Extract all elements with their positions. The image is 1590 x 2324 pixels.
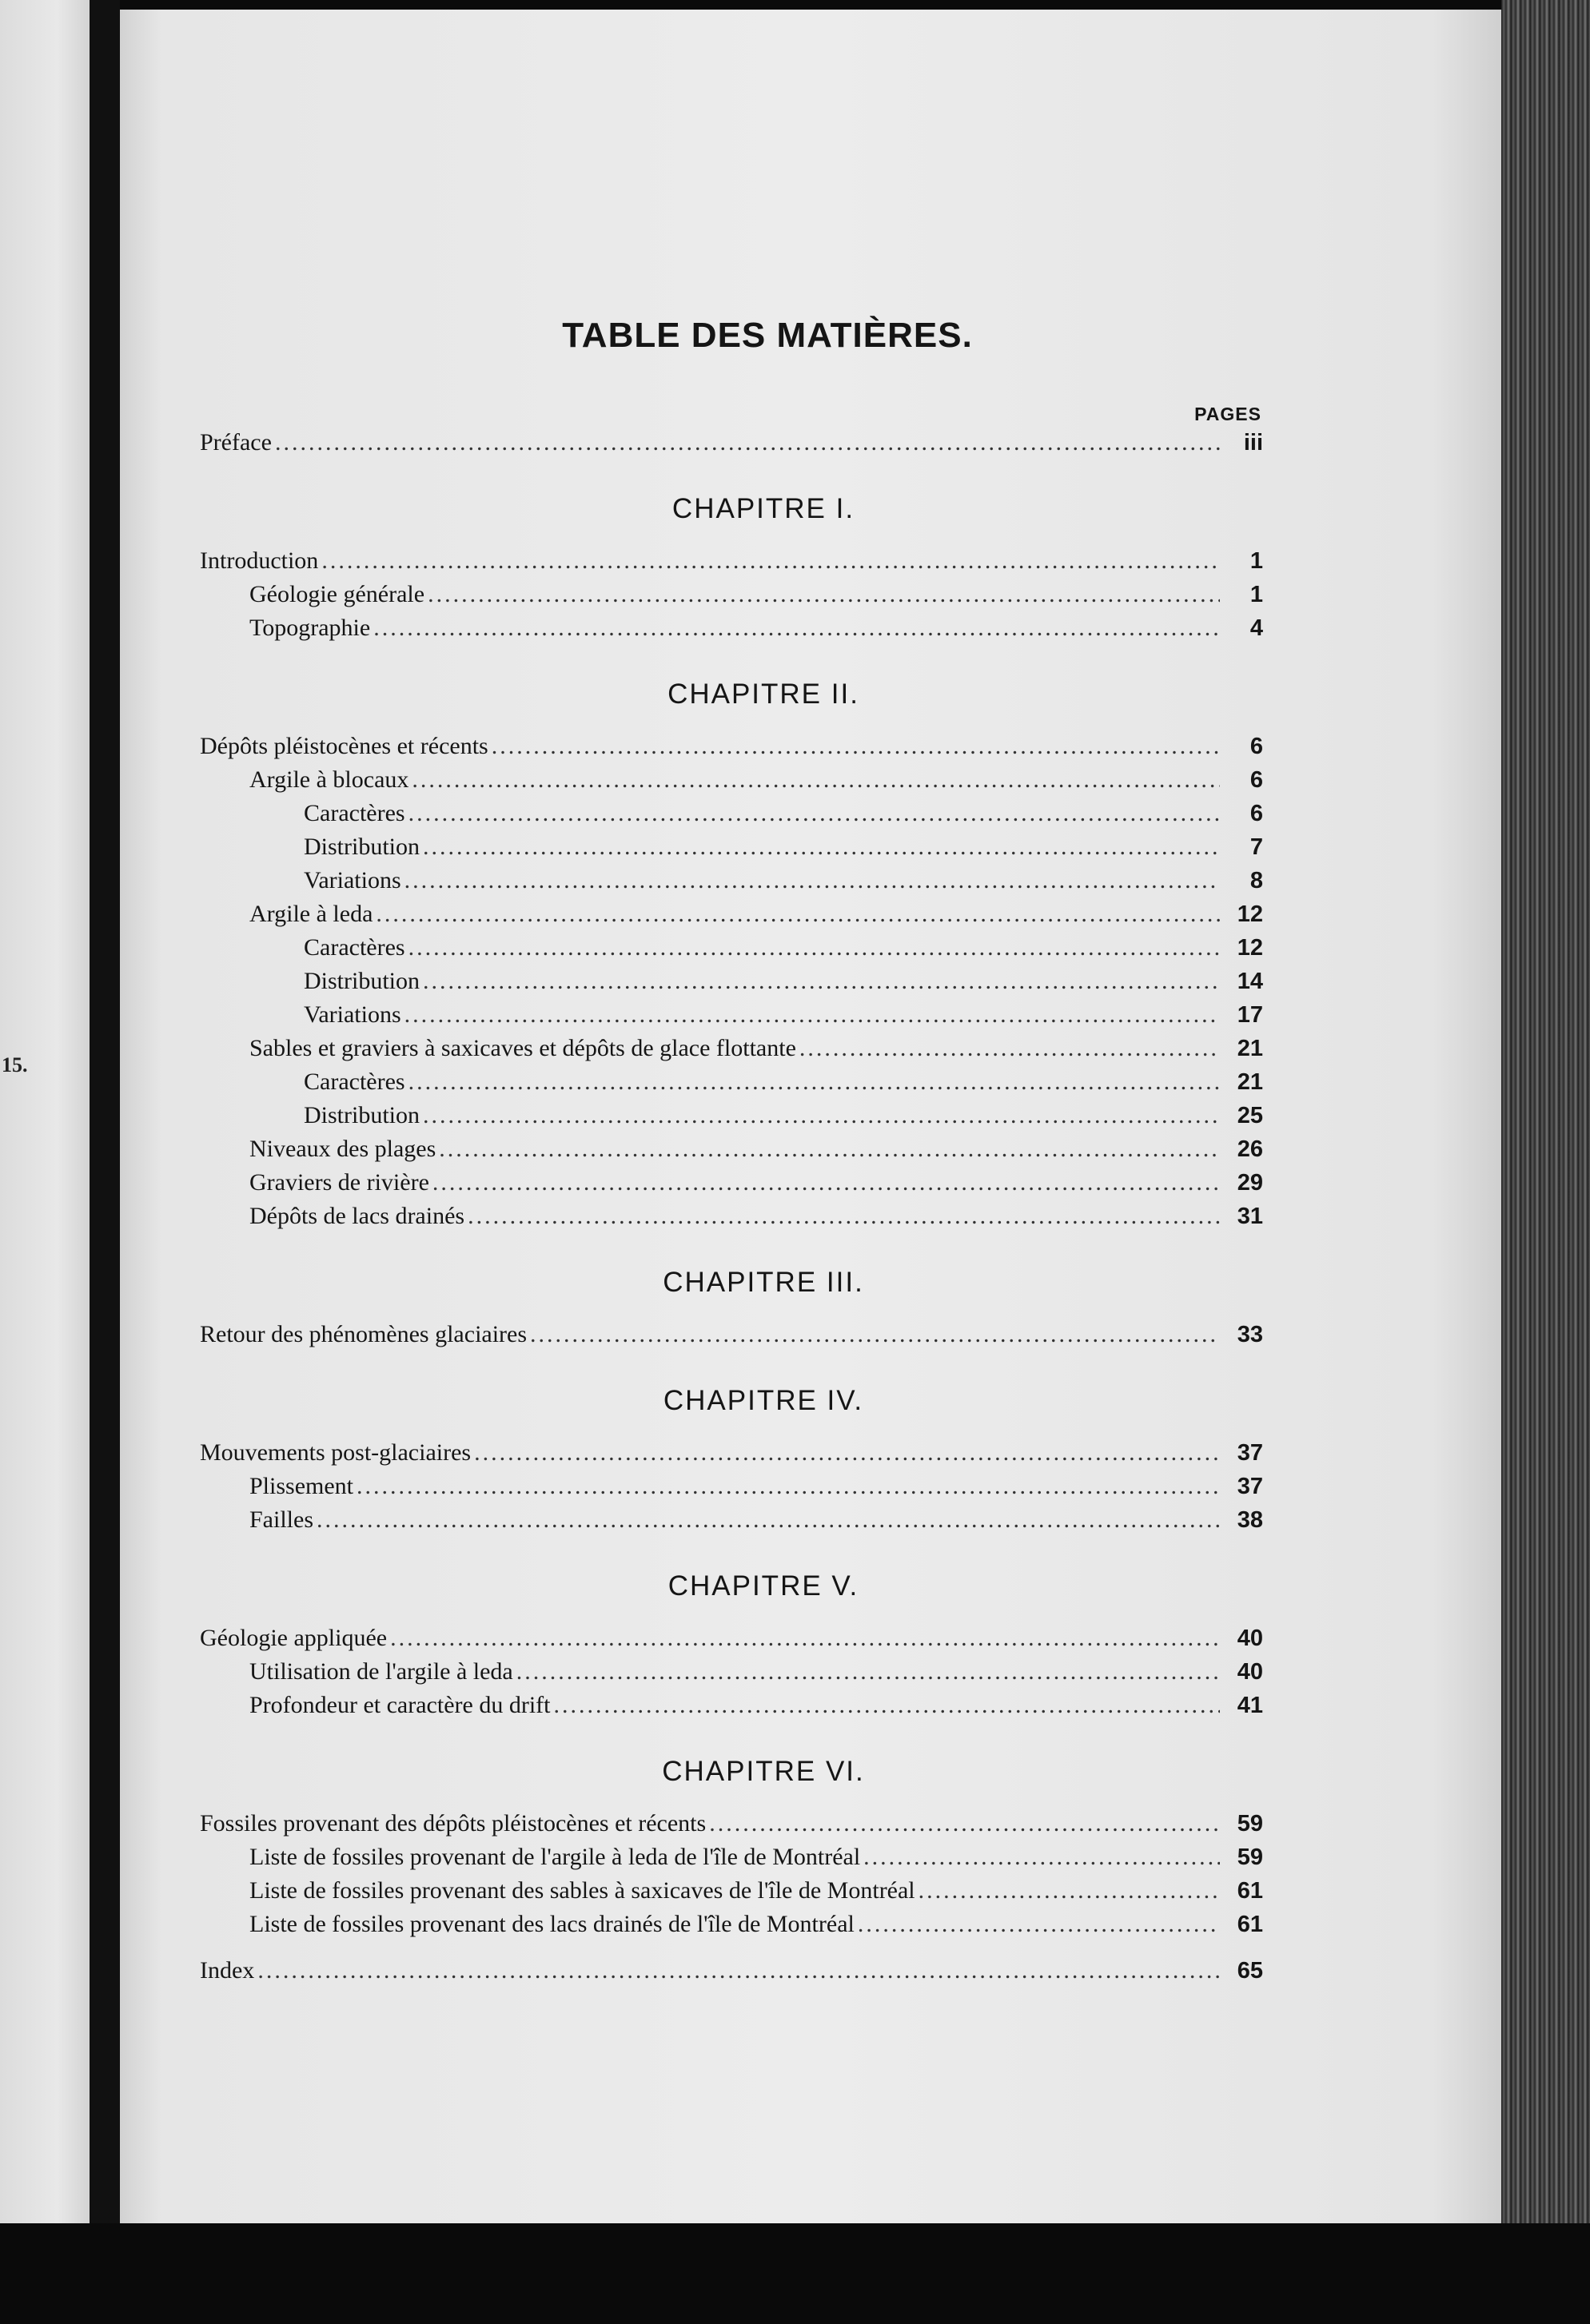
table-of-contents (200, 316, 1263, 1988)
toc-entry-page: 21 (1237, 1036, 1263, 1061)
toc-entry-page: 38 (1237, 1507, 1263, 1533)
toc-entry-label: Index (200, 1957, 255, 1984)
toc-title: TABLE DES MATIÈRES. (562, 316, 973, 355)
dot-leader (530, 1318, 1220, 1351)
toc-entry-page: 26 (1237, 1136, 1263, 1162)
toc-entry-page: 41 (1237, 1693, 1263, 1718)
toc-entry-label: Retour des phénomènes glaciaires (200, 1321, 528, 1347)
toc-entry-label: Mouvements post-glaciaires (200, 1439, 472, 1466)
toc-entry-page: 37 (1237, 1440, 1263, 1466)
book-binding-shadow (90, 0, 120, 2230)
dot-leader (492, 730, 1220, 762)
toc-entry-page: 40 (1237, 1626, 1263, 1651)
toc-entry[interactable] (200, 1807, 1263, 1840)
toc-entry[interactable] (200, 1874, 1263, 1908)
chapters-list (200, 493, 1263, 1941)
dot-leader (428, 578, 1220, 611)
chapter-heading: CHAPITRE IV. (663, 1385, 864, 1416)
toc-entry-label: Distribution (304, 834, 420, 860)
toc-entry[interactable] (200, 864, 1263, 897)
toc-entry-page: 37 (1237, 1474, 1263, 1499)
toc-entry-page: 40 (1237, 1659, 1263, 1685)
toc-entry[interactable] (200, 1503, 1263, 1537)
toc-entry-page: 4 (1249, 615, 1263, 641)
chapter-heading: CHAPITRE III. (663, 1267, 864, 1298)
dot-leader (373, 611, 1220, 644)
dot-leader (376, 897, 1220, 930)
toc-entry[interactable] (200, 578, 1263, 611)
toc-entry-page: 61 (1237, 1912, 1263, 1937)
toc-entry-page: 1 (1249, 548, 1263, 574)
dot-leader (863, 1840, 1220, 1873)
dot-leader (257, 1954, 1220, 1987)
dot-leader (408, 797, 1220, 830)
toc-entry[interactable] (200, 1655, 1263, 1689)
toc-entry-page: 59 (1237, 1811, 1263, 1837)
dot-leader (799, 1032, 1220, 1065)
toc-entry[interactable] (200, 544, 1263, 578)
dot-leader (357, 1470, 1220, 1502)
toc-entry[interactable] (200, 1436, 1263, 1470)
scan-bottom-border (0, 2223, 1590, 2324)
toc-entry-label: Niveaux des plages (249, 1136, 436, 1162)
toc-entry-label: Distribution (304, 968, 420, 994)
toc-entry[interactable] (200, 1840, 1263, 1874)
toc-entry-page: 7 (1249, 834, 1263, 860)
margin-page-mark: 15. (2, 1053, 28, 1076)
dot-leader (709, 1807, 1220, 1840)
toc-entry[interactable] (200, 897, 1263, 931)
toc-entry-index[interactable] (200, 1954, 1263, 1988)
toc-entry[interactable] (200, 931, 1263, 965)
toc-entry-label: Liste de fossiles provenant de l'argile à leda de l'île de Montréal (249, 1844, 861, 1870)
toc-entry-label: Distribution (304, 1102, 420, 1128)
toc-entry[interactable] (200, 763, 1263, 797)
toc-entry-label: Caractères (304, 800, 405, 826)
toc-entry[interactable] (200, 965, 1263, 998)
page-edge-stack (1501, 0, 1590, 2324)
toc-entry-preface[interactable] (200, 426, 1263, 460)
toc-entry-page: 25 (1237, 1103, 1263, 1128)
toc-entry-label: Variations (304, 1001, 401, 1028)
toc-entry[interactable] (200, 1200, 1263, 1233)
dot-leader (321, 544, 1220, 577)
toc-entry-page: 8 (1249, 868, 1263, 893)
dot-leader (423, 1099, 1220, 1132)
dot-leader (423, 830, 1220, 863)
chapter-heading: CHAPITRE VI. (662, 1756, 865, 1787)
toc-entry[interactable] (200, 1908, 1263, 1941)
toc-entry-page: 6 (1249, 767, 1263, 793)
toc-entry-page: 21 (1237, 1069, 1263, 1095)
toc-entry-page: 1 (1249, 582, 1263, 607)
toc-entry-page: 6 (1249, 734, 1263, 759)
dot-leader (404, 998, 1220, 1031)
toc-entry[interactable] (200, 797, 1263, 830)
toc-entry-page: 29 (1237, 1170, 1263, 1196)
toc-entry-label: Préface (200, 429, 272, 456)
toc-entry-label: Dépôts pléistocènes et récents (200, 733, 488, 759)
toc-entry[interactable] (200, 830, 1263, 864)
toc-entry-label: Liste de fossiles provenant des lacs drainés de l'île de Montréal (249, 1911, 855, 1937)
toc-entry-label: Liste de fossiles provenant des sables à saxicaves de l'île de Montréal (249, 1877, 915, 1904)
toc-entry-label: Graviers de rivière (249, 1169, 429, 1196)
dot-leader (474, 1436, 1220, 1469)
toc-entry-label: Utilisation de l'argile à leda (249, 1658, 513, 1685)
toc-entry-page: 17 (1237, 1002, 1263, 1028)
dot-leader (858, 1908, 1220, 1940)
toc-entry-page: 14 (1237, 969, 1263, 994)
toc-entry-label: Profondeur et caractère du drift (249, 1692, 551, 1718)
toc-entry[interactable] (200, 1099, 1263, 1132)
dot-leader (432, 1166, 1220, 1199)
dot-leader (390, 1622, 1220, 1654)
toc-entry-label: Caractères (304, 934, 405, 961)
toc-entry-label: Dépôts de lacs drainés (249, 1203, 465, 1229)
chapter-heading: CHAPITRE V. (667, 1570, 859, 1602)
toc-entry-label: Failles (249, 1506, 313, 1533)
dot-leader (412, 763, 1220, 796)
toc-entry-page: 31 (1237, 1204, 1263, 1229)
toc-entry-page: 12 (1237, 935, 1263, 961)
toc-entry-label: Introduction (200, 547, 319, 574)
toc-entry-label: Sables et graviers à saxicaves et dépôts de glace flottante (249, 1035, 796, 1061)
scan-left-margin (0, 0, 96, 2324)
dot-leader (404, 864, 1220, 897)
toc-entry-label: Géologie appliquée (200, 1625, 388, 1651)
toc-entry-page: 12 (1237, 901, 1263, 927)
toc-entry-label: Plissement (249, 1473, 354, 1499)
toc-entry[interactable] (200, 1622, 1263, 1655)
toc-entry[interactable] (200, 611, 1263, 645)
toc-entry-label: Géologie générale (249, 581, 425, 607)
dot-leader (317, 1503, 1220, 1536)
toc-entry-page: 59 (1237, 1844, 1263, 1870)
toc-entry[interactable] (200, 1065, 1263, 1099)
toc-entry[interactable] (200, 1470, 1263, 1503)
dot-leader (553, 1689, 1220, 1721)
toc-entry[interactable] (200, 1166, 1263, 1200)
dot-leader (408, 1065, 1220, 1098)
dot-leader (516, 1655, 1220, 1688)
toc-entry-page: 61 (1237, 1878, 1263, 1904)
toc-entry[interactable] (200, 730, 1263, 763)
dot-leader (408, 931, 1220, 964)
toc-entry-label: Argile à blocaux (249, 766, 409, 793)
toc-entry-label: Topographie (249, 615, 371, 641)
toc-entry[interactable] (200, 1032, 1263, 1065)
toc-entry[interactable] (200, 1132, 1263, 1166)
toc-entry[interactable] (200, 1689, 1263, 1722)
pages-column-header: PAGES (1194, 404, 1261, 424)
toc-entry-page: iii (1243, 430, 1263, 456)
toc-entry-label: Caractères (304, 1068, 405, 1095)
chapter-heading: CHAPITRE II. (667, 678, 859, 710)
chapter-heading: CHAPITRE I. (671, 493, 855, 524)
dot-leader (423, 965, 1220, 997)
dot-leader (468, 1200, 1220, 1232)
dot-leader (275, 426, 1220, 459)
dot-leader (439, 1132, 1220, 1165)
toc-entry-label: Fossiles provenant des dépôts pléistocènes et récents (200, 1810, 707, 1837)
toc-entry-label: Argile à leda (249, 901, 373, 927)
dot-leader (919, 1874, 1220, 1907)
toc-entry-label: Variations (304, 867, 401, 893)
toc-entry-page: 65 (1237, 1958, 1263, 1984)
toc-entry-page: 6 (1249, 801, 1263, 826)
toc-entry[interactable] (200, 1318, 1263, 1351)
toc-entry[interactable] (200, 998, 1263, 1032)
toc-entry-page: 33 (1237, 1322, 1263, 1347)
